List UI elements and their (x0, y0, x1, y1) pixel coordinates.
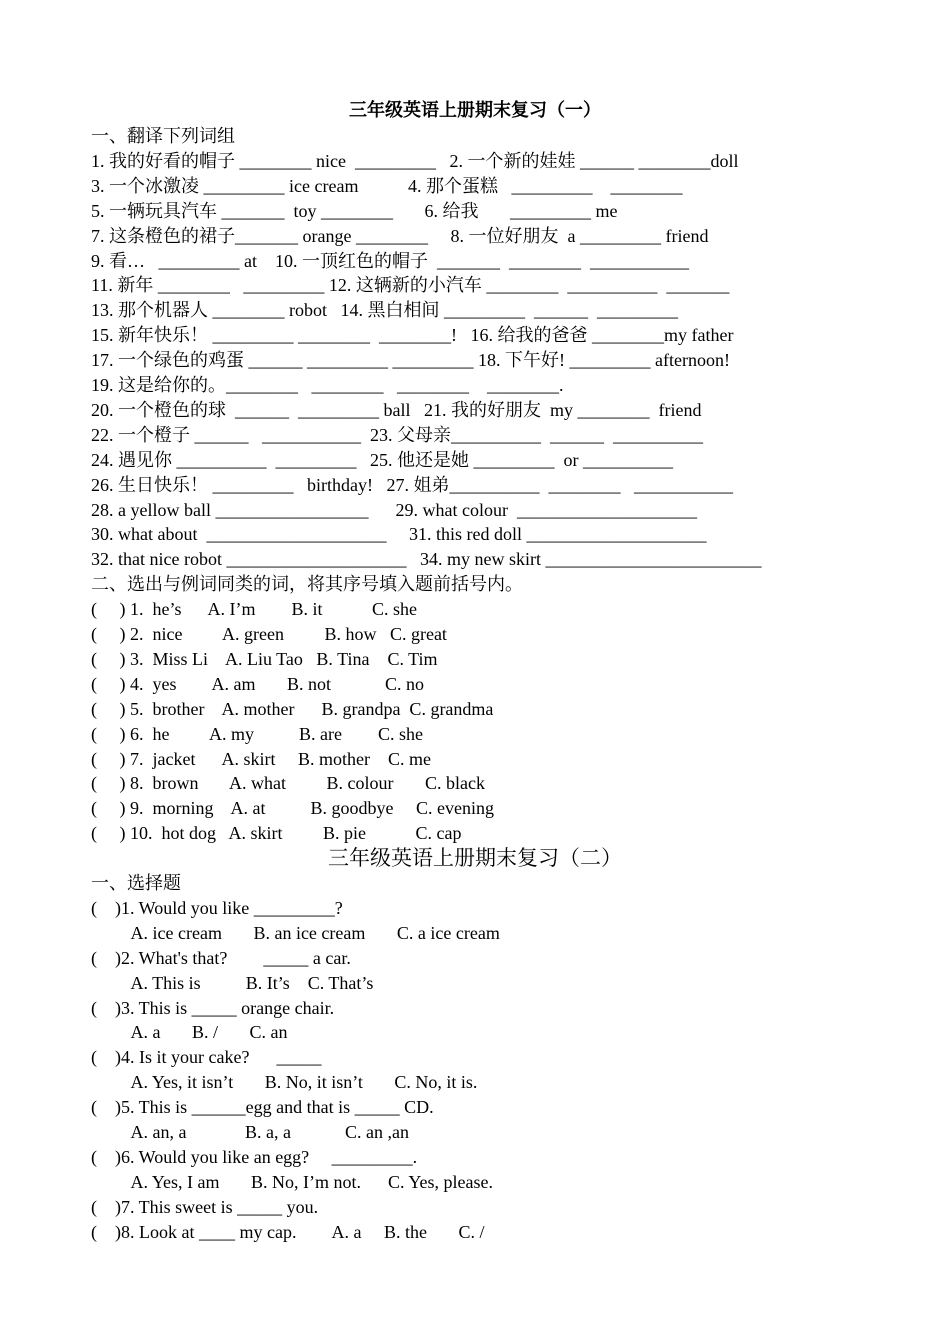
question-line: ( )3. This is _____ orange chair. (91, 997, 335, 1018)
question-line: ( )2. What's that? _____ a car. (91, 947, 351, 968)
exercise-line: 22. 一个橙子 ______ ___________ 23. 父母亲__________ ______ __________ (91, 424, 703, 445)
exercise-line: 9. 看… _________ at 10. 一顶红色的帽子 _______ ________ ___________ (91, 250, 689, 271)
exercise-line: 24. 遇见你 __________ _________ 25. 他还是她 _________ or __________ (91, 449, 673, 470)
question-line: ( ) 3. Miss Li A. Liu Tao B. Tina C. Tim (91, 648, 438, 669)
part1-title: 三年级英语上册期末复习（一） (349, 100, 601, 120)
question-line: A. Yes, it isn’t B. No, it isn’t C. No, it is. (91, 1072, 478, 1093)
question-line: ( )5. This is ______egg and that is _____ CD. (91, 1097, 434, 1118)
question-line: ( ) 8. brown A. what B. colour C. black (91, 773, 485, 794)
exercise-line: 28. a yellow ball _________________ 29. what colour ____________________ (91, 499, 697, 520)
exercise-line: 20. 一个橙色的球 ______ _________ ball 21. 我的好朋友 my ________ friend (91, 399, 702, 420)
exercise-line: 32. that nice robot ____________________ 34. my new skirt ________________________ (91, 549, 762, 570)
question-line: A. ice cream B. an ice cream C. a ice cream (91, 922, 500, 943)
question-line: ( ) 10. hot dog A. skirt B. pie C. cap (91, 823, 462, 844)
question-line: ( ) 4. yes A. am B. not C. no (91, 673, 424, 694)
exercise-line: 13. 那个机器人 ________ robot 14. 黑白相间 _________ ______ _________ (91, 300, 678, 321)
question-line: ( ) 2. nice A. green B. how C. great (91, 624, 447, 644)
exercise-line: 19. 这是给你的。________ ________ ________ ________. (91, 375, 564, 395)
question-line: ( )8. Look at ____ my cap. A. a B. the C. / (91, 1221, 485, 1242)
exercise-line: 7. 这条橙色的裙子_______ orange ________ 8. 一位好朋友 a _________ friend (91, 225, 709, 246)
question-line: ( ) 1. he’s A. I’m B. it C. she (91, 599, 417, 620)
exercise-line: 11. 新年 ________ _________ 12. 这辆新的小汽车 ________ __________ _______ (91, 275, 730, 296)
question-line: ( ) 5. brother A. mother B. grandpa C. grandma (91, 698, 494, 719)
question-line: ( ) 6. he A. my B. are C. she (91, 723, 423, 744)
part2-title: 三年级英语上册期末复习（二） (328, 846, 622, 870)
exercise-line: 17. 一个绿色的鸡蛋 ______ _________ _________ 18. 下午好! _________ afternoon! (91, 350, 730, 371)
question-line: ( )4. Is it your cake? _____ (91, 1047, 322, 1068)
question-line: A. an, a B. a, a C. an ,an (91, 1122, 409, 1142)
question-line: A. Yes, I am B. No, I’m not. C. Yes, please. (91, 1171, 494, 1192)
exercise-line: 5. 一辆玩具汽车 _______ toy ________ 6. 给我 _________ me (91, 200, 618, 221)
exercise-line: 15. 新年快乐！ _________ ________ ________! 16. 给我的爸爸 ________my father (91, 325, 734, 346)
section-heading: 一、翻译下列词组 (91, 126, 235, 146)
section-heading: 二、选出与例词同类的词，将其序号填入题前括号内。 (91, 574, 523, 595)
exercise-line: 1. 我的好看的帽子 ________ nice _________ 2. 一个新的娃娃 ______ ________doll (91, 150, 739, 171)
exercise-line: 26. 生日快乐！ _________ birthday! 27. 姐弟__________ ________ ___________ (91, 474, 733, 495)
question-line: A. This is B. It’s C. That’s (91, 972, 374, 993)
question-line: ( ) 9. morning A. at B. goodbye C. evening (91, 798, 494, 819)
question-line: ( )1. Would you like _________? (91, 897, 343, 918)
question-line: ( )6. Would you like an egg? _________. (91, 1146, 418, 1167)
section-heading: 一、选择题 (91, 873, 181, 893)
question-line: A. a B. / C. an (91, 1022, 288, 1043)
question-line: ( ) 7. jacket A. skirt B. mother C. me (91, 748, 431, 769)
exercise-line: 3. 一个冰激凌 _________ ice cream 4. 那个蛋糕 _________ ________ (91, 175, 683, 196)
exercise-line: 30. what about ____________________ 31. this red doll ____________________ (91, 524, 707, 545)
question-line: ( )7. This sweet is _____ you. (91, 1196, 319, 1217)
